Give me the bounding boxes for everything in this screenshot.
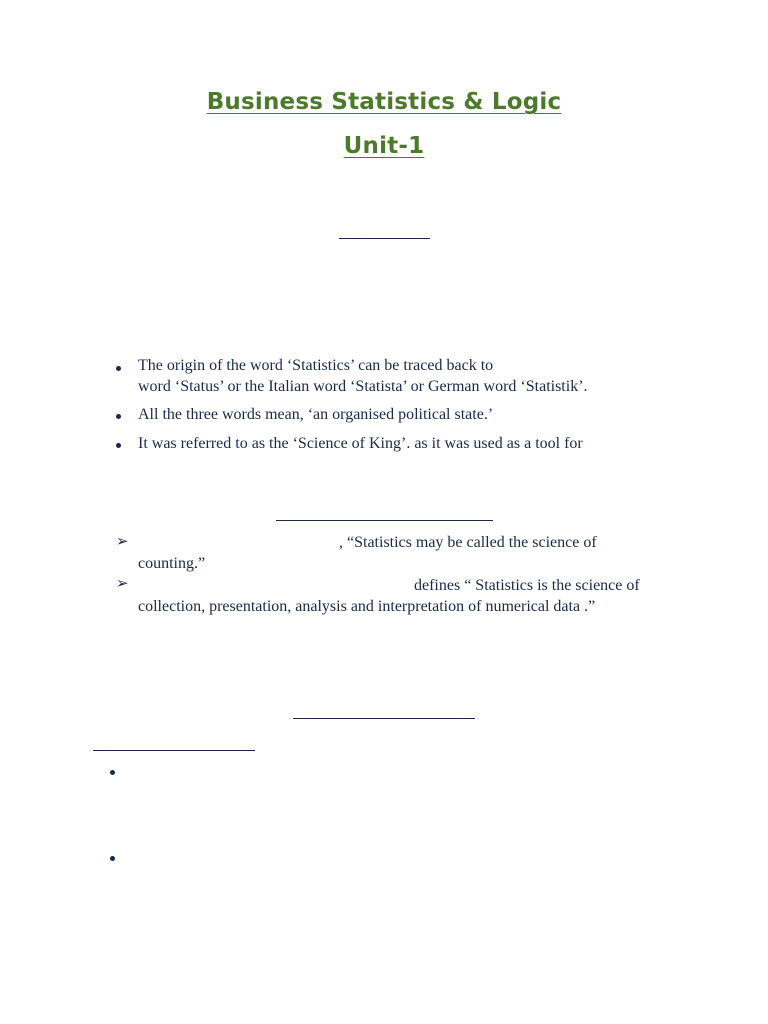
bullet-icon (110, 856, 115, 861)
arrow-bullet-icon: ➢ (116, 574, 129, 592)
origin-bullet-line: The origin of the word ‘Statistics’ can be traced back to (138, 357, 494, 374)
arrow-bullet-icon: ➢ (116, 532, 129, 550)
definition-line: , “Statistics may be called the science of (339, 534, 597, 551)
definitions-heading-rule (276, 520, 493, 521)
bullet-icon (116, 443, 121, 448)
origin-bullet-line: All the three words mean, ‘an organised political state.’ (138, 406, 494, 423)
bullet-icon (116, 366, 121, 371)
subheading-rule (93, 750, 255, 751)
bullet-icon (116, 414, 121, 419)
definition-line: counting.” (138, 555, 206, 572)
document-title: Business Statistics & Logic (206, 89, 562, 115)
origin-bullet-line: It was referred to as the ‘Science of King’. as it was used as a tool for (138, 435, 583, 452)
definition-line: defines “ Statistics is the science of (414, 577, 640, 594)
section-heading-rule (293, 718, 475, 719)
origin-bullet-line: word ‘Status’ or the Italian word ‘Statista’ or German word ‘Statistik’. (138, 378, 588, 395)
section-heading-rule (339, 238, 430, 239)
definition-line: collection, presentation, analysis and interpretation of numerical data .” (138, 598, 596, 615)
unit-heading: Unit-1 (343, 133, 425, 159)
bullet-icon (110, 770, 115, 775)
